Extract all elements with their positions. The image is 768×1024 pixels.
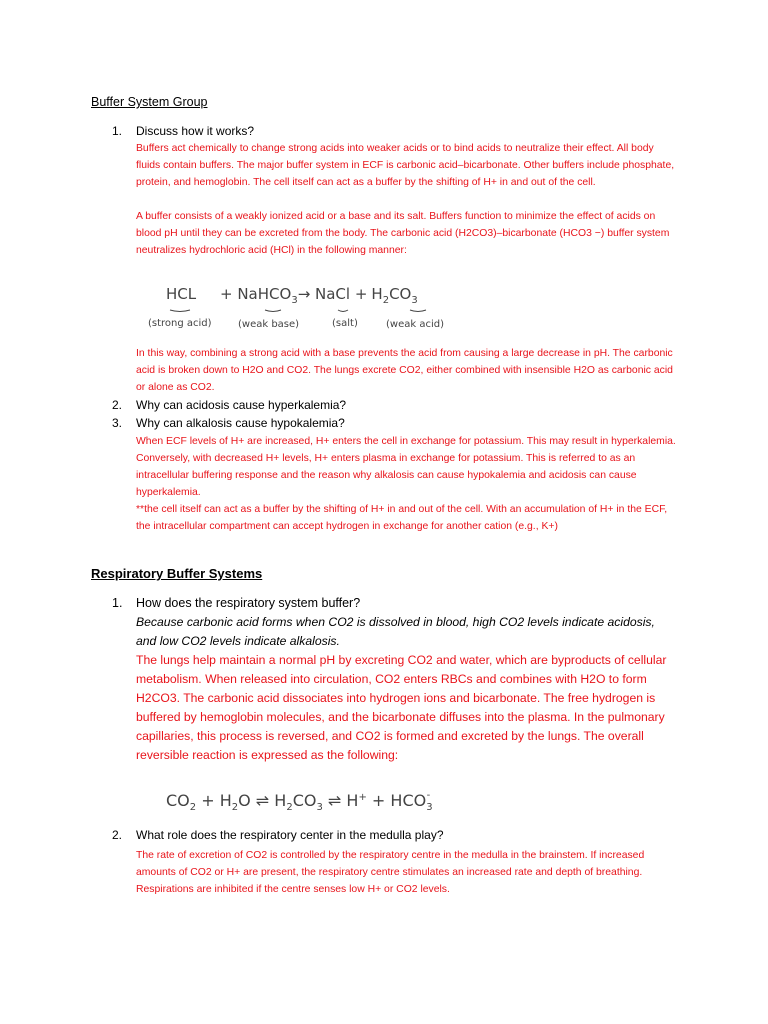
eq-co: CO: [389, 285, 412, 303]
eq-mid-h: ⇌ H: [322, 791, 359, 810]
label-weak-base: (weak base): [238, 319, 300, 330]
answer-paragraph: Buffers act chemically to change strong acids into weaker acids or to bind acids to neutralize their effect. All body fluids contain buffers. The major buffer system in ECF is carbonic acid–bicarbonate. Other buffers include phosphate, protein, and hemoglobin. The cell itself can act as a buffer by the shifting of H+ in and out of the cell.: [136, 143, 675, 188]
brace-mark: [265, 310, 281, 312]
label-strong-acid: (strong acid): [148, 318, 212, 329]
question-1: [112, 124, 254, 138]
eq-hcl: HCL: [166, 285, 197, 303]
eq-sub: 3: [316, 802, 323, 813]
eq-sub: 3: [291, 295, 298, 306]
label-weak-acid: (weak acid): [386, 319, 444, 330]
eq-sub: 2: [382, 295, 390, 306]
equation-hcl-nahco3: [148, 283, 458, 333]
answer-1-block: [136, 140, 676, 259]
question-text: What role does the respiratory center in the medulla play?: [136, 828, 444, 842]
equation-co2-h2o: [160, 785, 450, 817]
question-text: How does the respiratory system buffer?: [136, 596, 361, 610]
eq-co: CO: [166, 791, 190, 810]
question-text: Why can acidosis cause hyperkalemia?: [136, 398, 347, 412]
eq-h: H: [371, 285, 383, 303]
resp-answer-2: The rate of excretion of CO2 is controlled by the respiratory centre in the medulla in the brainstem. If increased amounts of CO2 or H+ are present, the respiratory centre stimulates an increased rate and depth of breathing. Respirations are inhibited if the centre senses low H+ or CO2 levels.: [136, 850, 645, 895]
svg-text:+ NaHCO3→ NaCl +H2CO3: [220, 285, 418, 306]
answer-paragraph: In this way, combining a strong acid with a base prevents the acid from causing a large decrease in pH. The carbonic acid is broken down to H2O and CO2. The lungs excrete CO2, either combined with insensible H2O as carbonic acid or alone as CO2.: [136, 348, 673, 393]
eq-sub: 2: [189, 802, 197, 813]
question-number: 2.: [112, 828, 123, 842]
brace-mark: [170, 310, 190, 312]
answer-2-3-block: [136, 433, 676, 535]
brace-mark: [410, 310, 426, 312]
eq-o-h: O ⇌ H: [238, 791, 287, 810]
question-text: Why can alkalosis cause hypokalemia?: [136, 416, 345, 430]
question-3: [112, 416, 345, 430]
eq-plus-h: + H: [196, 791, 232, 810]
section-heading-respiratory: Respiratory Buffer Systems: [91, 566, 263, 581]
eq-sub: 2: [231, 802, 239, 813]
label-salt: (salt): [332, 318, 358, 329]
eq-sub: 3: [411, 295, 418, 306]
question-number: 1.: [112, 596, 123, 610]
eq-plus-hco: + HCO: [366, 791, 427, 810]
question-number: 3.: [112, 416, 123, 430]
eq-sup: +: [358, 792, 367, 803]
eq-co3: CO: [292, 791, 317, 810]
eq-arrow-nacl: → NaCl +: [297, 285, 368, 303]
question-2: [112, 398, 346, 412]
resp-answer-italic: Because carbonic acid forms when CO2 is dissolved in blood, high CO2 levels indicate acidosis, and low CO2 levels indicate alkalosis.: [136, 615, 655, 648]
resp-answer-1: The lungs help maintain a normal pH by excreting CO2 and water, which are byproducts of cellular metabolism. When released into circulation, CO2 enters RBCs and combines with H2O to form H2CO3. The carbonic acid dissociates into hydrogen ions and bicarbonate. The free hydrogen is buffered by hemoglobin molecules, and the bicarbonate diffuses into the plasma. In the pulmonary capillaries, this process is reversed, and CO2 is formed and excreted by the lungs. The overall reversible reaction is expressed as the following:: [136, 653, 667, 762]
resp-question-2: [112, 828, 444, 842]
question-number: 2.: [112, 398, 123, 412]
answer-paragraph: When ECF levels of H+ are increased, H+ enters the cell in exchange for potassium. This may result in hyperkalemia. Conversely, with decreased H+ levels, H+ enters plasma in exchange for potassium. This is referred to as an intracellular buffering response and the reason why alkalosis can cause hypokalemia and acidosis can cause hyperkalemia.: [136, 436, 676, 498]
answer-paragraph: A buffer consists of a weakly ionized acid or a base and its salt. Buffers function to minimize the effect of acids on blood pH until they can be excreted from the body. The carbonic acid (H2CO3)–bicarbonate (HCO3 −) buffer system neutralizes hydrochloric acid (HCl) in the following manner:: [136, 211, 670, 256]
question-text: Discuss how it works?: [136, 124, 255, 138]
svg-text:CO2 + H2O ⇌ H2CO3 ⇌ H+ + HCO3-: [166, 790, 433, 813]
resp-question-1: [112, 596, 360, 610]
section-heading-buffer-system: Buffer System Group: [91, 95, 208, 109]
eq-sup: -: [426, 790, 431, 801]
answer-1-continued: [136, 345, 676, 396]
eq-sub: 2: [286, 802, 293, 813]
eq-sub: 3: [426, 802, 433, 813]
brace-mark: [338, 310, 348, 312]
question-number: 1.: [112, 124, 123, 138]
eq-plus-nahco: + NaHCO: [220, 285, 292, 303]
answer-paragraph: **the cell itself can act as a buffer by the shifting of H+ in and out of the cell. With an accumulation of H+ in the ECF, the intracellular compartment can accept hydrogen in exchange for another cation (e.g., K+): [136, 504, 668, 532]
